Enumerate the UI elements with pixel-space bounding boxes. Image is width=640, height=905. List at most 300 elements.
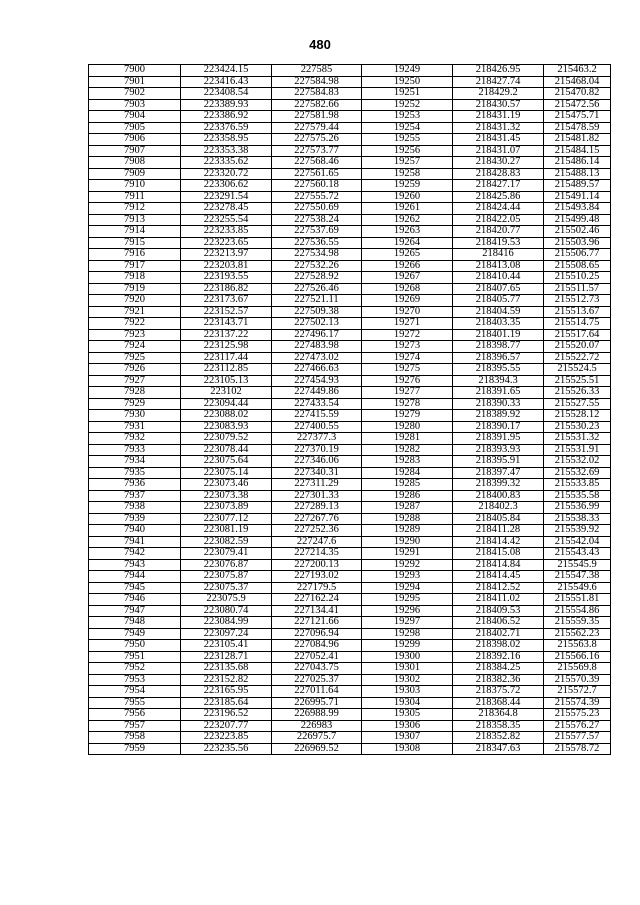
x-coordinate-cell: 223416.43 — [181, 76, 272, 88]
x-coordinate-cell: 223196.52 — [181, 709, 272, 721]
point-number-cell: 19263 — [362, 226, 453, 238]
x-coordinate-cell: 223152.82 — [181, 674, 272, 686]
y-coordinate-cell: 227200.13 — [272, 559, 362, 571]
y-coordinate-cell: 215574.39 — [544, 697, 611, 709]
y-coordinate-cell: 215576.27 — [544, 720, 611, 732]
x-coordinate-cell: 223075.9 — [181, 594, 272, 606]
page-number: 480 — [309, 37, 331, 52]
point-number-cell: 7906 — [89, 134, 181, 146]
point-number-cell: 19298 — [362, 628, 453, 640]
y-coordinate-cell: 215491.14 — [544, 191, 611, 203]
point-number-cell: 7958 — [89, 732, 181, 744]
point-number-cell: 7916 — [89, 249, 181, 261]
point-number-cell: 7908 — [89, 157, 181, 169]
table-row — [89, 548, 611, 560]
y-coordinate-cell: 227496.17 — [272, 329, 362, 341]
point-number-cell: 7902 — [89, 88, 181, 100]
y-coordinate-cell: 227096.94 — [272, 628, 362, 640]
point-number-cell: 19262 — [362, 214, 453, 226]
y-coordinate-cell: 227449.86 — [272, 387, 362, 399]
table-row — [89, 571, 611, 583]
point-number-cell: 7948 — [89, 617, 181, 629]
y-coordinate-cell: 215511.57 — [544, 283, 611, 295]
y-coordinate-cell: 215549.6 — [544, 582, 611, 594]
x-coordinate-cell: 218402.71 — [453, 628, 544, 640]
point-number-cell: 7912 — [89, 203, 181, 215]
point-number-cell: 19301 — [362, 663, 453, 675]
x-coordinate-cell: 218395.55 — [453, 364, 544, 376]
table-row — [89, 674, 611, 686]
y-coordinate-cell: 215502.46 — [544, 226, 611, 238]
y-coordinate-cell: 215531.32 — [544, 433, 611, 445]
y-coordinate-cell: 227579.44 — [272, 122, 362, 134]
point-number-cell: 19304 — [362, 697, 453, 709]
y-coordinate-cell: 227573.77 — [272, 145, 362, 157]
point-number-cell: 19280 — [362, 421, 453, 433]
point-number-cell: 19275 — [362, 364, 453, 376]
point-number-cell: 19288 — [362, 513, 453, 525]
y-coordinate-cell: 227575.26 — [272, 134, 362, 146]
table-row — [89, 617, 611, 629]
point-number-cell: 7942 — [89, 548, 181, 560]
x-coordinate-cell: 223077.12 — [181, 513, 272, 525]
x-coordinate-cell: 218405.77 — [453, 295, 544, 307]
x-coordinate-cell: 218411.02 — [453, 594, 544, 606]
point-number-cell: 7934 — [89, 456, 181, 468]
point-number-cell: 19264 — [362, 237, 453, 249]
table-row — [89, 651, 611, 663]
point-number-cell: 7946 — [89, 594, 181, 606]
x-coordinate-cell: 218430.57 — [453, 99, 544, 111]
y-coordinate-cell: 215578.72 — [544, 743, 611, 755]
x-coordinate-cell: 218358.35 — [453, 720, 544, 732]
x-coordinate-cell: 223135.68 — [181, 663, 272, 675]
x-coordinate-cell: 223306.62 — [181, 180, 272, 192]
x-coordinate-cell: 218426.95 — [453, 65, 544, 77]
y-coordinate-cell: 215506.77 — [544, 249, 611, 261]
point-number-cell: 7944 — [89, 571, 181, 583]
x-coordinate-cell: 223255.54 — [181, 214, 272, 226]
y-coordinate-cell: 215526.33 — [544, 387, 611, 399]
point-number-cell: 7901 — [89, 76, 181, 88]
x-coordinate-cell: 218420.77 — [453, 226, 544, 238]
y-coordinate-cell: 215484.15 — [544, 145, 611, 157]
table-row — [89, 421, 611, 433]
x-coordinate-cell: 223165.95 — [181, 686, 272, 698]
x-coordinate-cell: 223105.41 — [181, 640, 272, 652]
table-row — [89, 99, 611, 111]
y-coordinate-cell: 226975.7 — [272, 732, 362, 744]
point-number-cell: 7947 — [89, 605, 181, 617]
table-row — [89, 743, 611, 755]
x-coordinate-cell: 223075.87 — [181, 571, 272, 583]
x-coordinate-cell: 218416 — [453, 249, 544, 261]
y-coordinate-cell: 227179.5 — [272, 582, 362, 594]
x-coordinate-cell: 218397.47 — [453, 467, 544, 479]
x-coordinate-cell: 223173.67 — [181, 295, 272, 307]
x-coordinate-cell: 218414.42 — [453, 536, 544, 548]
point-number-cell: 7919 — [89, 283, 181, 295]
point-number-cell: 7957 — [89, 720, 181, 732]
y-coordinate-cell: 227415.59 — [272, 410, 362, 422]
table-row — [89, 536, 611, 548]
y-coordinate-cell: 227346.06 — [272, 456, 362, 468]
x-coordinate-cell: 218396.57 — [453, 352, 544, 364]
point-number-cell: 19272 — [362, 329, 453, 341]
point-number-cell: 19254 — [362, 122, 453, 134]
x-coordinate-cell: 218431.19 — [453, 111, 544, 123]
y-coordinate-cell: 215563.8 — [544, 640, 611, 652]
y-coordinate-cell: 215532.02 — [544, 456, 611, 468]
y-coordinate-cell: 215503.96 — [544, 237, 611, 249]
point-number-cell: 19283 — [362, 456, 453, 468]
x-coordinate-cell: 218414.45 — [453, 571, 544, 583]
x-coordinate-cell: 218391.65 — [453, 387, 544, 399]
point-number-cell: 19294 — [362, 582, 453, 594]
table-row — [89, 272, 611, 284]
point-number-cell: 7933 — [89, 444, 181, 456]
x-coordinate-cell: 218390.33 — [453, 398, 544, 410]
y-coordinate-cell: 227585 — [272, 65, 362, 77]
x-coordinate-cell: 223278.45 — [181, 203, 272, 215]
x-coordinate-cell: 223081.19 — [181, 525, 272, 537]
table-row — [89, 375, 611, 387]
point-number-cell: 19278 — [362, 398, 453, 410]
table-row — [89, 122, 611, 134]
x-coordinate-cell: 223213.97 — [181, 249, 272, 261]
y-coordinate-cell: 227370.19 — [272, 444, 362, 456]
point-number-cell: 7953 — [89, 674, 181, 686]
x-coordinate-cell: 218427.17 — [453, 180, 544, 192]
y-coordinate-cell: 227521.11 — [272, 295, 362, 307]
point-number-cell: 7927 — [89, 375, 181, 387]
x-coordinate-cell: 218404.59 — [453, 306, 544, 318]
point-number-cell: 19268 — [362, 283, 453, 295]
point-number-cell: 19276 — [362, 375, 453, 387]
y-coordinate-cell: 215530.23 — [544, 421, 611, 433]
table-row — [89, 398, 611, 410]
y-coordinate-cell: 227550.69 — [272, 203, 362, 215]
point-number-cell: 19297 — [362, 617, 453, 629]
x-coordinate-cell: 223233.85 — [181, 226, 272, 238]
point-number-cell: 19308 — [362, 743, 453, 755]
table-row — [89, 65, 611, 77]
table-row — [89, 168, 611, 180]
x-coordinate-cell: 223075.14 — [181, 467, 272, 479]
x-coordinate-cell: 223083.93 — [181, 421, 272, 433]
x-coordinate-cell: 218410.44 — [453, 272, 544, 284]
y-coordinate-cell: 227162.24 — [272, 594, 362, 606]
x-coordinate-cell: 223408.54 — [181, 88, 272, 100]
x-coordinate-cell: 218409.53 — [453, 605, 544, 617]
x-coordinate-cell: 218424.44 — [453, 203, 544, 215]
point-number-cell: 7941 — [89, 536, 181, 548]
y-coordinate-cell: 215493.84 — [544, 203, 611, 215]
x-coordinate-cell: 223386.92 — [181, 111, 272, 123]
point-number-cell: 19292 — [362, 559, 453, 571]
y-coordinate-cell: 215572.7 — [544, 686, 611, 698]
x-coordinate-cell: 218400.83 — [453, 490, 544, 502]
x-coordinate-cell: 218382.36 — [453, 674, 544, 686]
x-coordinate-cell: 223084.99 — [181, 617, 272, 629]
y-coordinate-cell: 227377.3 — [272, 433, 362, 445]
table-row — [89, 226, 611, 238]
y-coordinate-cell: 215577.57 — [544, 732, 611, 744]
table-row — [89, 582, 611, 594]
y-coordinate-cell: 215543.43 — [544, 548, 611, 560]
y-coordinate-cell: 215463.2 — [544, 65, 611, 77]
point-number-cell: 19269 — [362, 295, 453, 307]
point-number-cell: 7939 — [89, 513, 181, 525]
point-number-cell: 7949 — [89, 628, 181, 640]
y-coordinate-cell: 215520.07 — [544, 341, 611, 353]
x-coordinate-cell: 218393.93 — [453, 444, 544, 456]
x-coordinate-cell: 223112.85 — [181, 364, 272, 376]
table-row — [89, 594, 611, 606]
point-number-cell: 19252 — [362, 99, 453, 111]
y-coordinate-cell: 215481.82 — [544, 134, 611, 146]
y-coordinate-cell: 215575.23 — [544, 709, 611, 721]
point-number-cell: 7907 — [89, 145, 181, 157]
x-coordinate-cell: 218431.45 — [453, 134, 544, 146]
point-number-cell: 19260 — [362, 191, 453, 203]
y-coordinate-cell: 227466.63 — [272, 364, 362, 376]
y-coordinate-cell: 227311.29 — [272, 479, 362, 491]
point-number-cell: 19274 — [362, 352, 453, 364]
point-number-cell: 7909 — [89, 168, 181, 180]
table-row — [89, 490, 611, 502]
y-coordinate-cell: 227473.02 — [272, 352, 362, 364]
x-coordinate-cell: 218391.95 — [453, 433, 544, 445]
point-number-cell: 7923 — [89, 329, 181, 341]
x-coordinate-cell: 223137.22 — [181, 329, 272, 341]
y-coordinate-cell: 227011.64 — [272, 686, 362, 698]
y-coordinate-cell: 227555.72 — [272, 191, 362, 203]
point-number-cell: 19281 — [362, 433, 453, 445]
table-row — [89, 364, 611, 376]
point-number-cell: 19284 — [362, 467, 453, 479]
x-coordinate-cell: 223353.38 — [181, 145, 272, 157]
point-number-cell: 7925 — [89, 352, 181, 364]
point-number-cell: 19253 — [362, 111, 453, 123]
table-row — [89, 410, 611, 422]
table-row — [89, 249, 611, 261]
x-coordinate-cell: 223185.64 — [181, 697, 272, 709]
point-number-cell: 7911 — [89, 191, 181, 203]
x-coordinate-cell: 223143.71 — [181, 318, 272, 330]
table-row — [89, 295, 611, 307]
x-coordinate-cell: 218429.2 — [453, 88, 544, 100]
y-coordinate-cell: 215545.9 — [544, 559, 611, 571]
x-coordinate-cell: 218347.63 — [453, 743, 544, 755]
table-row — [89, 214, 611, 226]
x-coordinate-cell: 218431.32 — [453, 122, 544, 134]
x-coordinate-cell: 218384.25 — [453, 663, 544, 675]
point-number-cell: 19265 — [362, 249, 453, 261]
point-number-cell: 7920 — [89, 295, 181, 307]
point-number-cell: 7926 — [89, 364, 181, 376]
table-row — [89, 318, 611, 330]
y-coordinate-cell: 227584.98 — [272, 76, 362, 88]
x-coordinate-cell: 223376.59 — [181, 122, 272, 134]
point-number-cell: 19286 — [362, 490, 453, 502]
table-row — [89, 720, 611, 732]
table-row — [89, 605, 611, 617]
y-coordinate-cell: 215533.85 — [544, 479, 611, 491]
x-coordinate-cell: 218419.53 — [453, 237, 544, 249]
point-number-cell: 7937 — [89, 490, 181, 502]
y-coordinate-cell: 227483.98 — [272, 341, 362, 353]
y-coordinate-cell: 226983 — [272, 720, 362, 732]
point-number-cell: 7917 — [89, 260, 181, 272]
x-coordinate-cell: 218402.3 — [453, 502, 544, 514]
y-coordinate-cell: 215538.33 — [544, 513, 611, 525]
point-number-cell: 19258 — [362, 168, 453, 180]
x-coordinate-cell: 223073.46 — [181, 479, 272, 491]
x-coordinate-cell: 218368.44 — [453, 697, 544, 709]
x-coordinate-cell: 223223.85 — [181, 732, 272, 744]
y-coordinate-cell: 215539.92 — [544, 525, 611, 537]
y-coordinate-cell: 227400.55 — [272, 421, 362, 433]
x-coordinate-cell: 223291.54 — [181, 191, 272, 203]
point-number-cell: 19261 — [362, 203, 453, 215]
y-coordinate-cell: 215559.35 — [544, 617, 611, 629]
table-row — [89, 283, 611, 295]
y-coordinate-cell: 227214.35 — [272, 548, 362, 560]
y-coordinate-cell: 215468.04 — [544, 76, 611, 88]
table-row — [89, 111, 611, 123]
y-coordinate-cell: 227584.83 — [272, 88, 362, 100]
y-coordinate-cell: 215562.23 — [544, 628, 611, 640]
y-coordinate-cell: 215554.86 — [544, 605, 611, 617]
y-coordinate-cell: 227581.98 — [272, 111, 362, 123]
point-number-cell: 7900 — [89, 65, 181, 77]
y-coordinate-cell: 227301.33 — [272, 490, 362, 502]
y-coordinate-cell: 215535.58 — [544, 490, 611, 502]
x-coordinate-cell: 223128.71 — [181, 651, 272, 663]
x-coordinate-cell: 218394.3 — [453, 375, 544, 387]
y-coordinate-cell: 227193.02 — [272, 571, 362, 583]
y-coordinate-cell: 215499.48 — [544, 214, 611, 226]
x-coordinate-cell: 223094.44 — [181, 398, 272, 410]
table-row — [89, 433, 611, 445]
point-number-cell: 19293 — [362, 571, 453, 583]
x-coordinate-cell: 223079.52 — [181, 433, 272, 445]
y-coordinate-cell: 215532.69 — [544, 467, 611, 479]
x-coordinate-cell: 218405.84 — [453, 513, 544, 525]
x-coordinate-cell: 218398.77 — [453, 341, 544, 353]
point-number-cell: 7956 — [89, 709, 181, 721]
y-coordinate-cell: 227582.66 — [272, 99, 362, 111]
x-coordinate-cell: 223358.95 — [181, 134, 272, 146]
x-coordinate-cell: 223193.55 — [181, 272, 272, 284]
table-row — [89, 306, 611, 318]
point-number-cell: 19285 — [362, 479, 453, 491]
point-number-cell: 19303 — [362, 686, 453, 698]
point-number-cell: 7955 — [89, 697, 181, 709]
x-coordinate-cell: 223075.37 — [181, 582, 272, 594]
x-coordinate-cell: 218403.35 — [453, 318, 544, 330]
x-coordinate-cell: 218430.27 — [453, 157, 544, 169]
y-coordinate-cell: 227536.55 — [272, 237, 362, 249]
point-number-cell: 7921 — [89, 306, 181, 318]
point-number-cell: 19266 — [362, 260, 453, 272]
x-coordinate-cell: 218390.17 — [453, 421, 544, 433]
x-coordinate-cell: 223235.56 — [181, 743, 272, 755]
table-row — [89, 329, 611, 341]
x-coordinate-cell: 218413.08 — [453, 260, 544, 272]
x-coordinate-cell: 223080.74 — [181, 605, 272, 617]
y-coordinate-cell: 215524.5 — [544, 364, 611, 376]
x-coordinate-cell: 223078.44 — [181, 444, 272, 456]
y-coordinate-cell: 215528.12 — [544, 410, 611, 422]
x-coordinate-cell: 218407.65 — [453, 283, 544, 295]
y-coordinate-cell: 227509.38 — [272, 306, 362, 318]
y-coordinate-cell: 215531.91 — [544, 444, 611, 456]
y-coordinate-cell: 227538.24 — [272, 214, 362, 226]
x-coordinate-cell: 218414.84 — [453, 559, 544, 571]
x-coordinate-cell: 218398.02 — [453, 640, 544, 652]
point-number-cell: 7930 — [89, 410, 181, 422]
x-coordinate-cell: 223073.38 — [181, 490, 272, 502]
point-number-cell: 7932 — [89, 433, 181, 445]
x-coordinate-cell: 218352.82 — [453, 732, 544, 744]
point-number-cell: 19289 — [362, 525, 453, 537]
point-number-cell: 19295 — [362, 594, 453, 606]
point-number-cell: 7954 — [89, 686, 181, 698]
point-number-cell: 19259 — [362, 180, 453, 192]
point-number-cell: 7943 — [89, 559, 181, 571]
table-row — [89, 467, 611, 479]
y-coordinate-cell: 215475.71 — [544, 111, 611, 123]
point-number-cell: 19305 — [362, 709, 453, 721]
point-number-cell: 7959 — [89, 743, 181, 755]
x-coordinate-cell: 223207.77 — [181, 720, 272, 732]
x-coordinate-cell: 223102 — [181, 387, 272, 399]
point-number-cell: 19282 — [362, 444, 453, 456]
y-coordinate-cell: 215510.25 — [544, 272, 611, 284]
y-coordinate-cell: 227025.37 — [272, 674, 362, 686]
x-coordinate-cell: 218427.74 — [453, 76, 544, 88]
y-coordinate-cell: 227043.75 — [272, 663, 362, 675]
y-coordinate-cell: 227267.76 — [272, 513, 362, 525]
x-coordinate-cell: 218415.08 — [453, 548, 544, 560]
table-row — [89, 640, 611, 652]
x-coordinate-cell: 223105.13 — [181, 375, 272, 387]
table-row — [89, 663, 611, 675]
point-number-cell: 7914 — [89, 226, 181, 238]
y-coordinate-cell: 227252.36 — [272, 525, 362, 537]
y-coordinate-cell: 227502.13 — [272, 318, 362, 330]
coordinates-table — [88, 64, 611, 755]
x-coordinate-cell: 218412.52 — [453, 582, 544, 594]
table-row — [89, 352, 611, 364]
x-coordinate-cell: 218389.92 — [453, 410, 544, 422]
point-number-cell: 19287 — [362, 502, 453, 514]
point-number-cell: 19273 — [362, 341, 453, 353]
table-row — [89, 145, 611, 157]
table-row — [89, 180, 611, 192]
x-coordinate-cell: 223073.89 — [181, 502, 272, 514]
point-number-cell: 7922 — [89, 318, 181, 330]
table-row — [89, 502, 611, 514]
point-number-cell: 7904 — [89, 111, 181, 123]
point-number-cell: 7924 — [89, 341, 181, 353]
point-number-cell: 7951 — [89, 651, 181, 663]
point-number-cell: 7928 — [89, 387, 181, 399]
y-coordinate-cell: 226995.71 — [272, 697, 362, 709]
y-coordinate-cell: 215551.81 — [544, 594, 611, 606]
